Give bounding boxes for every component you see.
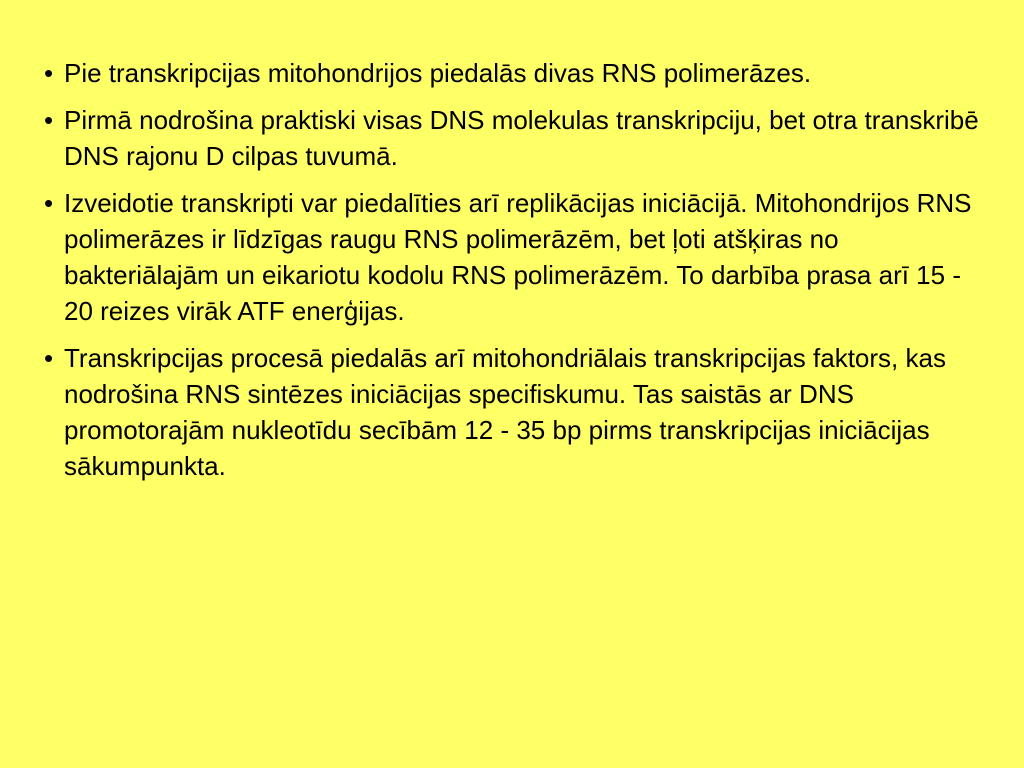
bullet-text: Pie transkripcijas mitohondrijos piedalās divas RNS polimerāzes. bbox=[64, 58, 812, 88]
bullet-marker: • bbox=[44, 58, 54, 88]
bullet-marker: • bbox=[44, 105, 54, 135]
bullet-item-1 bbox=[44, 55, 994, 91]
bullet-text: Izveidotie transkripti var piedalīties arī replikācijas iniciācijā. Mitohondrijos RNS polimerāzes ir līdzīgas raugu RNS polimerāzēm, bet ļoti atšķiras no bakteriālajām un eikariotu kodolu RNS polimerāzēm. To darbība prasa arī 15 - 20 reizes virāk ATF enerģijas. bbox=[64, 188, 972, 326]
bullet-marker: • bbox=[44, 343, 54, 373]
bullet-text: Transkripcijas procesā piedalās arī mitohondriālais transkripcijas faktors, kas nodrošina RNS sintēzes iniciācijas specifiskumu. Tas saistās ar DNS promotorajām nukleotīdu secībām 12 - 35 bp pirms transkripcijas iniciācijas sākumpunkta. bbox=[64, 343, 946, 481]
bullet-item-3 bbox=[44, 185, 994, 329]
bullet-marker: • bbox=[44, 188, 54, 218]
bullet-text: Pirmā nodrošina praktiski visas DNS molekulas transkripciju, bet otra transkribē DNS rajonu D cilpas tuvumā. bbox=[64, 105, 979, 171]
bullet-item-2 bbox=[44, 102, 994, 174]
bullet-list bbox=[44, 55, 994, 484]
bullet-item-4 bbox=[44, 340, 994, 484]
